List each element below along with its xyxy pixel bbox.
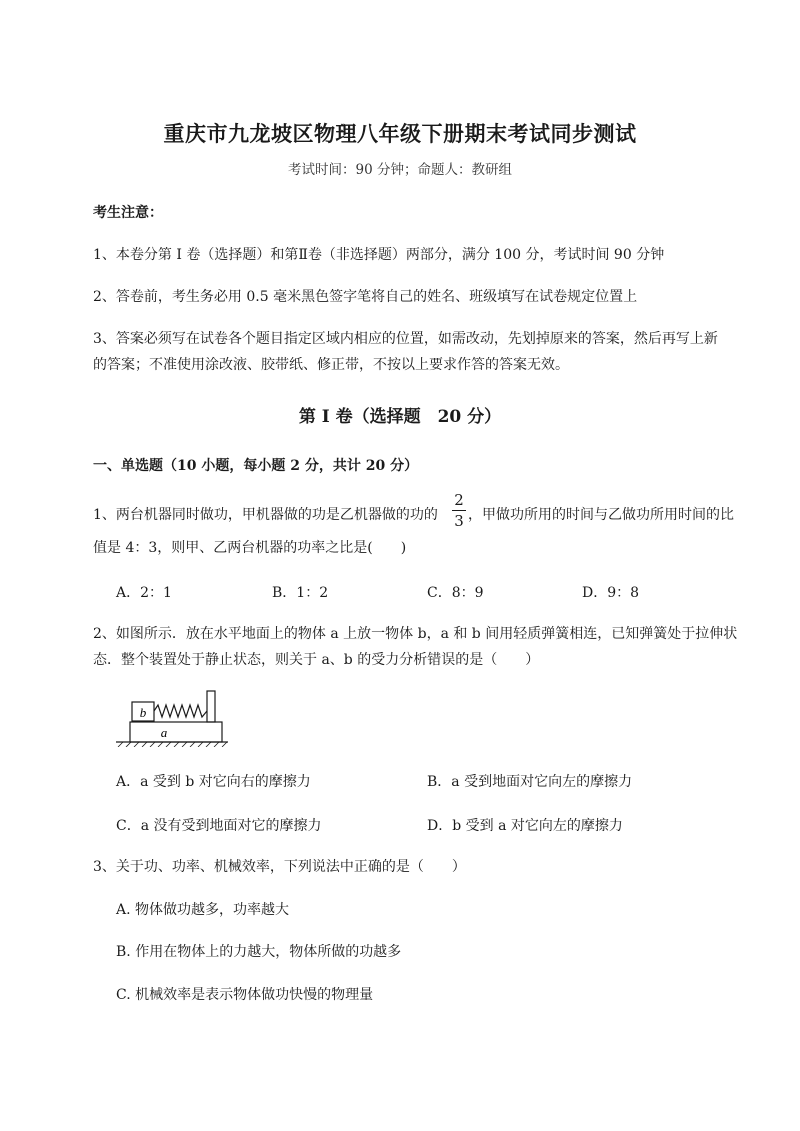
part-heading: 一、单选题（10 小题，每小题 2 分，共计 20 分） (93, 458, 419, 474)
q2-option-b: B．a 受到地面对它向左的摩擦力 (427, 774, 633, 790)
spring-block-diagram (112, 685, 234, 747)
q3-option-a: A. 物体做功越多，功率越大 (116, 902, 290, 918)
q1-stem-end: ，甲做功所用的时间与乙做功所用时间的比 (468, 507, 734, 523)
note-1: 1、本卷分第 I 卷（选择题）和第Ⅱ卷（非选择题）两部分，满分 100 分，考试时间 90 分钟 (93, 247, 665, 263)
page-title: 重庆市九龙坡区物理八年级下册期末考试同步测试 (163, 121, 637, 146)
block-a (130, 722, 222, 742)
spring (154, 705, 207, 717)
note-3: 3、答案必须写在试卷各个题目指定区域内相应的位置，如需改动，先划掉原来的答案，然后再写上新 (93, 331, 718, 347)
q1-option-a: A．2：1 (116, 585, 172, 601)
q3-option-b: B. 作用在物体上的力越大，物体所做的功越多 (116, 944, 402, 960)
q2-stem-line2: 态．整个装置处于静止状态，则关于 a、b 的受力分析错误的是（ ） (93, 652, 540, 668)
note-2: 2、答卷前，考生务必用 0.5 毫米黑色签字笔将自己的姓名、班级填写在试卷规定位置上 (93, 289, 638, 305)
label-a: a (160, 725, 168, 740)
section-title: 第 I 卷（选择题 20 分） (298, 407, 502, 427)
q2-option-a: A．a 受到 b 对它向右的摩擦力 (116, 774, 311, 790)
notes-heading: 考生注意： (93, 205, 163, 221)
label-b: b (139, 705, 147, 720)
fraction-numerator: 2 (454, 491, 464, 509)
note-3-cont: 的答案；不准使用涂改液、胶带纸、修正带，不按以上要求作答的答案无效。 (93, 357, 569, 373)
wall (207, 691, 215, 722)
q2-stem-line1: 2、如图所示．放在水平地面上的物体 a 上放一物体 b，a 和 b 间用轻质弹簧相连，已知弹簧处于拉伸状 (93, 626, 738, 642)
fraction-two-thirds (452, 491, 466, 530)
q1-stem-line2: 值是 4：3，则甲、乙两台机器的功率之比是( ) (93, 540, 407, 556)
q2-option-c: C．a 没有受到地面对它的摩擦力 (116, 818, 322, 834)
q3-option-c: C. 机械效率是表示物体做功快慢的物理量 (116, 987, 374, 1003)
q1-stem-start: 1、两台机器同时做功，甲机器做的功是乙机器做的功的 (93, 507, 438, 523)
q3-stem: 3、关于功、功率、机械效率，下列说法中正确的是（ ） (93, 859, 466, 875)
q2-option-d: D．b 受到 a 对它向左的摩擦力 (427, 818, 623, 834)
fraction-bar (452, 510, 466, 511)
fraction-denominator: 3 (454, 512, 464, 530)
exam-info: 考试时间：90 分钟；命题人：教研组 (288, 162, 512, 178)
q1-option-d: D．9：8 (582, 585, 640, 601)
q1-option-c: C．8：9 (427, 585, 484, 601)
q1-option-b: B．1：2 (272, 585, 329, 601)
